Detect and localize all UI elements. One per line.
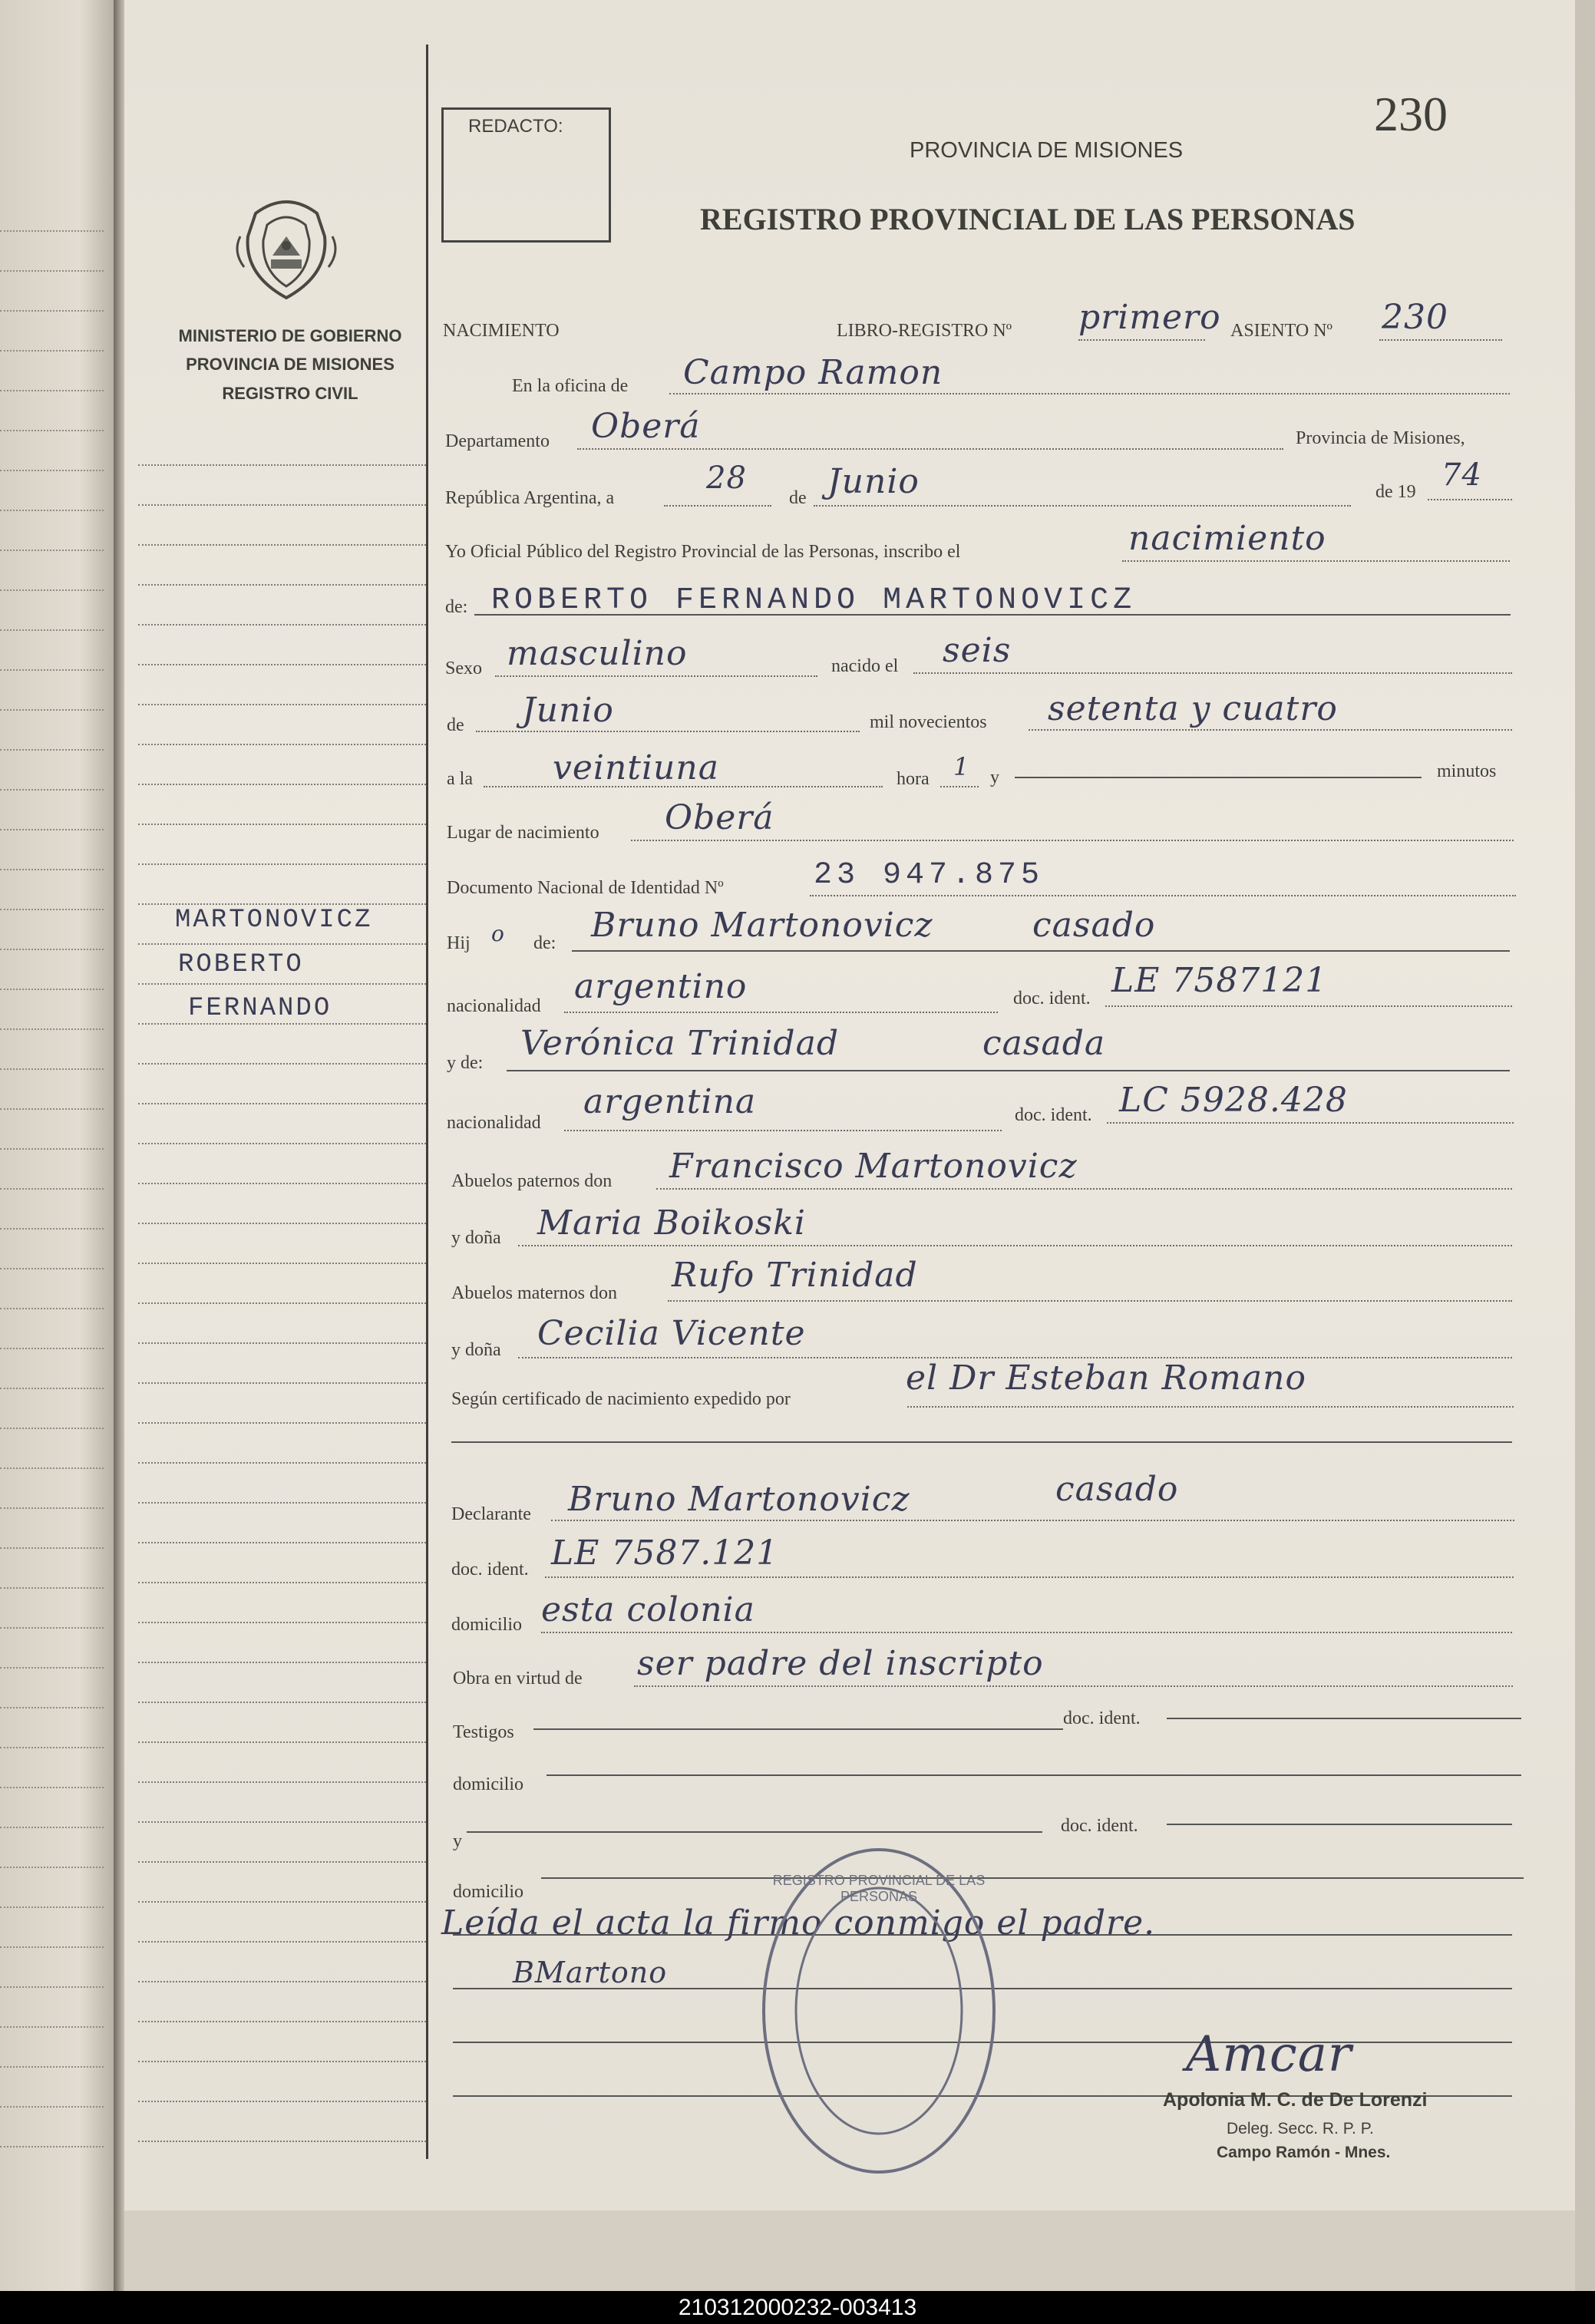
padre-doc-value: LE 7587121 xyxy=(1111,961,1328,1000)
left-page-rule xyxy=(0,709,104,711)
left-page-rule xyxy=(0,1906,104,1908)
province-heading: PROVINCIA DE MISIONES xyxy=(910,138,1184,163)
nacimiento-label: NACIMIENTO xyxy=(443,321,560,341)
testigo1-doc-label: doc. ident. xyxy=(1063,1708,1141,1728)
hij-de-label: de: xyxy=(533,933,556,953)
left-page-rule xyxy=(0,1467,104,1469)
fill-line xyxy=(1078,339,1205,341)
fill-line xyxy=(551,1520,1514,1521)
left-page-rule xyxy=(0,789,104,791)
stub-rule xyxy=(138,1741,426,1743)
dni-label: Documento Nacional de Identidad Nº xyxy=(447,878,724,898)
stub-rule xyxy=(138,744,426,745)
left-page-rule xyxy=(0,1667,104,1669)
fill-line xyxy=(518,1245,1512,1246)
stub-rule xyxy=(138,1382,426,1384)
left-page-rule xyxy=(0,2066,104,2068)
testigo2-doc-label: doc. ident. xyxy=(1061,1816,1138,1836)
segun-label: Según certificado de nacimiento expedido por xyxy=(451,1389,791,1409)
left-facing-page xyxy=(0,0,114,2291)
left-page-rule xyxy=(0,629,104,631)
left-page-rule xyxy=(0,390,104,391)
fill-line xyxy=(634,1685,1513,1687)
stub-rule xyxy=(138,1063,426,1065)
stamp-line-1: Apolonia M. C. de De Lorenzi xyxy=(1163,2089,1428,2111)
testigos-label: Testigos xyxy=(453,1722,514,1742)
stub-rule xyxy=(138,2101,426,2102)
stub-rule xyxy=(138,1542,426,1543)
fill-line xyxy=(1107,1122,1514,1124)
hora-num-value: 1 xyxy=(953,752,970,781)
dni-value: 23 947.875 xyxy=(814,858,1045,893)
abuelo-pat-value: Francisco Martonovicz xyxy=(669,1147,1078,1186)
official-signature: Amcar xyxy=(1186,2026,1352,2083)
left-page-rule xyxy=(0,1946,104,1948)
declarante-value: Bruno Martonovicz xyxy=(568,1480,910,1519)
left-page-rule xyxy=(0,350,104,352)
stub-rule xyxy=(138,1302,426,1304)
stub-rule xyxy=(138,943,426,945)
book-gutter xyxy=(114,0,124,2291)
fill-line xyxy=(1428,499,1512,500)
page-bottom-edge xyxy=(124,2210,1575,2291)
stub-rule xyxy=(138,2141,426,2142)
fill-line xyxy=(668,1300,1512,1302)
minutos-label: minutos xyxy=(1437,761,1497,781)
left-page-rule xyxy=(0,270,104,272)
stub-rule xyxy=(138,664,426,665)
redacto-box xyxy=(441,107,611,243)
yo-oficial-label: Yo Oficial Público del Registro Provincial de las Personas, inscribo el xyxy=(445,542,961,562)
asiento-label: ASIENTO Nº xyxy=(1230,321,1332,341)
obra-label: Obra en virtud de xyxy=(453,1669,583,1689)
ministry-label: MINISTERIO DE GOBIERNO xyxy=(178,326,402,345)
stub-rule xyxy=(138,584,426,586)
padre-nac-label: nacionalidad xyxy=(447,996,541,1016)
testigo1-domicilio-label: domicilio xyxy=(453,1774,523,1794)
image-id-bar xyxy=(0,2291,1595,2324)
stub-rule xyxy=(138,784,426,785)
stub-rule xyxy=(138,903,426,905)
left-page-rule xyxy=(0,589,104,591)
left-page-rule xyxy=(0,2026,104,2028)
stub-rule xyxy=(138,1143,426,1144)
libro-registro-label: LIBRO-REGISTRO Nº xyxy=(837,321,1012,341)
declarante-doc-label: doc. ident. xyxy=(451,1560,529,1580)
testigo2-doc-line xyxy=(1167,1824,1512,1825)
fill-line xyxy=(814,505,1351,507)
madre-underline xyxy=(507,1070,1510,1071)
stub-rule xyxy=(138,1023,426,1025)
left-page-rule xyxy=(0,749,104,751)
fill-line xyxy=(495,675,817,677)
nombre-de-label: de: xyxy=(445,597,468,617)
mil-novecientos-label: mil novecientos xyxy=(870,712,987,732)
departamento-value: Oberá xyxy=(591,407,701,446)
stub-rule xyxy=(138,1821,426,1823)
left-page-rule xyxy=(0,1108,104,1110)
left-page-rule xyxy=(0,669,104,671)
domicilio-label: domicilio xyxy=(451,1615,522,1635)
fill-line xyxy=(564,1012,998,1013)
sexo-value: masculino xyxy=(507,634,688,673)
stub-rule xyxy=(138,1861,426,1863)
left-page-rule xyxy=(0,829,104,830)
nacido-dia-value: seis xyxy=(943,631,1012,670)
stub-rule xyxy=(138,1781,426,1783)
stub-rule xyxy=(138,504,426,506)
stub-rule xyxy=(138,983,426,985)
stub-rule xyxy=(138,544,426,546)
left-page-rule xyxy=(0,1547,104,1549)
padre-value: Bruno Martonovicz xyxy=(591,906,933,945)
stub-rule xyxy=(138,624,426,626)
abuelos-pat-label: Abuelos paternos don xyxy=(451,1171,613,1191)
anio-value: 74 xyxy=(1441,457,1482,493)
left-page-rule xyxy=(0,1348,104,1349)
left-page-rule xyxy=(0,1308,104,1309)
padre-underline xyxy=(572,950,1510,952)
fill-line xyxy=(577,448,1283,450)
madre-nac-label: nacionalidad xyxy=(447,1113,541,1133)
stub-rule xyxy=(138,1183,426,1184)
asiento-value: 230 xyxy=(1382,298,1448,337)
stamp-line-2: Deleg. Secc. R. P. P. xyxy=(1227,2120,1374,2137)
madre-value: Verónica Trinidad xyxy=(520,1024,839,1063)
fill-line xyxy=(476,731,860,732)
madre-doc-value: LC 5928.428 xyxy=(1119,1081,1348,1120)
abuela-pat-value: Maria Boikoski xyxy=(537,1203,806,1243)
nombre-value: ROBERTO FERNANDO MARTONOVICZ xyxy=(491,583,1137,618)
left-page-rule xyxy=(0,1707,104,1708)
left-page-rule xyxy=(0,1747,104,1748)
testigo1-doc-line xyxy=(1167,1718,1521,1719)
nacido-mes-de-label: de xyxy=(447,715,464,735)
lugar-label: Lugar de nacimiento xyxy=(447,823,599,843)
stub-rule xyxy=(138,1502,426,1504)
padre-nac-value: argentino xyxy=(574,967,748,1006)
nacido-anio-value: setenta y cuatro xyxy=(1048,689,1338,728)
left-page-rule xyxy=(0,1627,104,1629)
nacido-mes-value: Junio xyxy=(522,691,614,730)
obra-value: ser padre del inscripto xyxy=(637,1644,1044,1683)
stub-rule xyxy=(138,464,426,466)
stub-rule xyxy=(138,1462,426,1464)
stub-rule xyxy=(138,1223,426,1224)
domicilio-value: esta colonia xyxy=(541,1590,755,1629)
left-page-rule xyxy=(0,1068,104,1070)
firma-padre-value: BMartono xyxy=(513,1956,668,1989)
stub-rule xyxy=(138,1941,426,1943)
hora-label: hora xyxy=(897,769,930,789)
abuela-pat-label: y doña xyxy=(451,1228,501,1248)
stub-rule xyxy=(138,1662,426,1663)
stamp-line-3: Campo Ramón - Mnes. xyxy=(1217,2144,1391,2161)
sexo-label: Sexo xyxy=(445,659,482,678)
testigo2-line xyxy=(467,1831,1042,1833)
year-prefix-label: de 19 xyxy=(1375,482,1416,502)
left-page-rule xyxy=(0,1028,104,1030)
oficina-value: Campo Ramon xyxy=(683,353,943,392)
abuela-mat-label: y doña xyxy=(451,1340,501,1360)
left-page-rule xyxy=(0,1587,104,1589)
stub-rule xyxy=(138,1263,426,1264)
fill-line xyxy=(656,1188,1512,1190)
left-page-rule xyxy=(0,1867,104,1868)
fill-line xyxy=(545,1576,1514,1578)
left-page-rule xyxy=(0,2106,104,2108)
redacto-label: REDACTO: xyxy=(468,116,563,137)
margin-name2: FERNANDO xyxy=(188,994,332,1023)
certificado-value: el Dr Esteban Romano xyxy=(906,1358,1306,1398)
page-number: 230 xyxy=(1374,87,1448,141)
image-code: 210312000232-003413 xyxy=(678,2295,917,2320)
left-page-rule xyxy=(0,310,104,312)
acto-value: nacimiento xyxy=(1128,519,1326,558)
fill-line xyxy=(1105,1005,1512,1007)
stub-rule xyxy=(138,2021,426,2022)
hij-label: Hij xyxy=(447,933,471,953)
declarante-estado-value: casado xyxy=(1055,1470,1179,1509)
nacido-el-label: nacido el xyxy=(831,656,899,676)
stub-rule xyxy=(138,1981,426,1982)
libro-value: primero xyxy=(1078,298,1221,337)
fill-line xyxy=(1029,729,1512,731)
fill-line xyxy=(907,1406,1514,1408)
left-page-rule xyxy=(0,949,104,950)
mes-de-label: de xyxy=(789,488,807,508)
fill-line xyxy=(1379,339,1502,341)
seal-ring-text: REGISTRO PROVINCIAL DE LAS PERSONAS xyxy=(772,1873,986,1904)
stub-rule xyxy=(138,1422,426,1424)
ministry-province-label: PROVINCIA DE MISIONES xyxy=(186,355,395,374)
left-page-rule xyxy=(0,909,104,910)
abuelo-mat-value: Rufo Trinidad xyxy=(672,1256,918,1295)
left-page-rule xyxy=(0,1148,104,1150)
stub-rule xyxy=(138,1622,426,1623)
column-divider xyxy=(426,45,428,2159)
hij-suffix-value: o xyxy=(491,921,505,946)
province-seal-icon xyxy=(225,183,348,305)
hora-texto-value: veintiuna xyxy=(553,748,719,787)
republica-label: República Argentina, a xyxy=(445,488,615,508)
left-page-rule xyxy=(0,869,104,870)
minutos-line xyxy=(1015,777,1422,778)
dia-value: 28 xyxy=(706,461,747,496)
left-page-rule xyxy=(0,1507,104,1509)
certificado-underline xyxy=(451,1441,1512,1443)
stub-rule xyxy=(138,2061,426,2062)
left-page-rule xyxy=(0,1268,104,1269)
left-page-rule xyxy=(0,989,104,990)
stub-rule xyxy=(138,704,426,705)
stub-rule xyxy=(138,824,426,825)
fill-line xyxy=(631,840,1514,841)
left-page-rule xyxy=(0,1228,104,1230)
declarante-doc-value: LE 7587.121 xyxy=(551,1533,779,1573)
stub-rule xyxy=(138,1702,426,1703)
left-page-rule xyxy=(0,230,104,232)
fill-line xyxy=(1122,560,1510,562)
stub-rule xyxy=(138,1901,426,1903)
mes-value: Junio xyxy=(827,462,920,501)
left-page-rule xyxy=(0,1428,104,1429)
left-page-rule xyxy=(0,510,104,511)
fill-line xyxy=(664,505,771,507)
madre-doc-label: doc. ident. xyxy=(1015,1105,1092,1125)
margin-surname: MARTONOVICZ xyxy=(175,906,373,935)
registry-title: REGISTRO PROVINCIAL DE LAS PERSONAS xyxy=(700,202,1356,236)
left-page-rule xyxy=(0,1986,104,1988)
left-page-rule xyxy=(0,1188,104,1190)
fill-line xyxy=(564,1130,1002,1131)
padre-estado-value: casado xyxy=(1032,906,1156,945)
testigo2-domicilio-label: domicilio xyxy=(453,1882,523,1902)
left-page-rule xyxy=(0,2146,104,2147)
oficina-label: En la oficina de xyxy=(512,376,629,396)
fill-line xyxy=(913,672,1512,674)
y-de-label: y de: xyxy=(447,1053,484,1073)
abuelos-mat-label: Abuelos maternos don xyxy=(451,1283,617,1303)
registro-civil-label: REGISTRO CIVIL xyxy=(222,384,358,403)
testigo1-line xyxy=(533,1728,1063,1730)
left-page-rule xyxy=(0,1827,104,1828)
left-page-rule xyxy=(0,1787,104,1788)
fill-line xyxy=(541,1632,1512,1633)
stub-rule xyxy=(138,863,426,865)
madre-estado-value: casada xyxy=(982,1024,1106,1063)
y-minutos-label: y xyxy=(990,768,999,787)
stub-rule xyxy=(138,1103,426,1104)
testigo1-domicilio-line xyxy=(547,1774,1521,1776)
left-page-rule xyxy=(0,430,104,431)
testigo2-domicilio-line xyxy=(541,1877,1524,1879)
testigo2-y-label: y xyxy=(453,1831,462,1851)
stub-rule xyxy=(138,1342,426,1344)
departamento-label: Departamento xyxy=(445,431,550,451)
margin-name1: ROBERTO xyxy=(178,950,304,979)
fill-line xyxy=(669,393,1510,394)
leida-value: Leída el acta la firmo conmigo el padre. xyxy=(441,1903,1156,1943)
declarante-label: Declarante xyxy=(451,1504,531,1524)
padre-doc-label: doc. ident. xyxy=(1013,989,1091,1008)
left-page-rule xyxy=(0,550,104,551)
fill-line xyxy=(810,895,1516,896)
provincia-misiones-label: Provincia de Misiones, xyxy=(1296,428,1465,448)
left-page-rule xyxy=(0,470,104,471)
a-la-label: a la xyxy=(447,769,473,789)
abuela-mat-value: Cecilia Vicente xyxy=(537,1314,806,1353)
fill-line xyxy=(940,786,979,787)
left-page-rule xyxy=(0,1388,104,1389)
stub-rule xyxy=(138,1582,426,1583)
madre-nac-value: argentina xyxy=(583,1082,757,1121)
lugar-value: Oberá xyxy=(665,798,774,837)
